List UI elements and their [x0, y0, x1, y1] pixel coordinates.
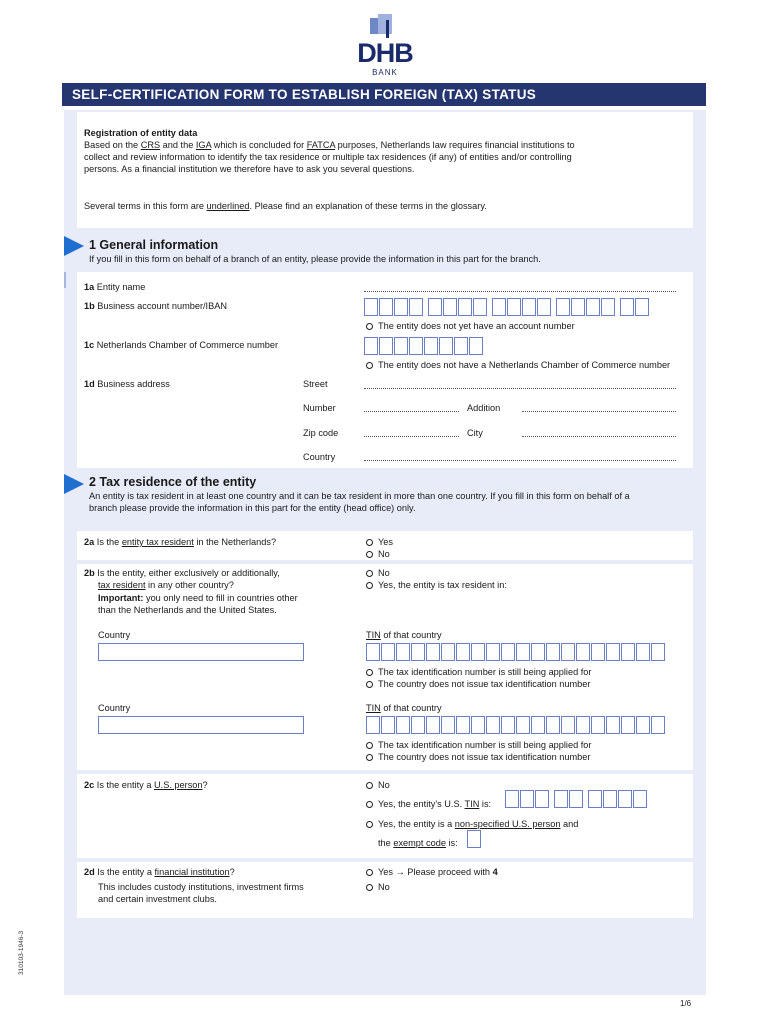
radio-icon: [366, 801, 373, 808]
section-1-note: If you fill in this form on behalf of a branch of an entity, please provide the information in this part for the branch.: [89, 254, 541, 264]
tin-1-label: TIN of that country: [366, 630, 442, 640]
country-1-label: Country: [98, 630, 131, 640]
q2d-label: 2d Is the entity a financial institution?: [84, 867, 235, 877]
arrow-right-icon: →: [395, 867, 405, 877]
q2b-yes[interactable]: Yes, the entity is tax resident in:: [366, 579, 507, 591]
zip-label: Zip code: [303, 428, 339, 438]
number-label: Number: [303, 403, 336, 413]
zip-field[interactable]: [364, 436, 459, 437]
q2c-label: 2c Is the entity a U.S. person?: [84, 780, 208, 790]
left-accent: [64, 272, 66, 288]
radio-icon: [366, 582, 373, 589]
city-label: City: [467, 428, 483, 438]
radio-icon: [366, 539, 373, 546]
q2d-note-1: This includes custody institutions, investment firms: [98, 882, 304, 892]
entity-name-field[interactable]: [364, 291, 676, 292]
radio-icon: [366, 884, 373, 891]
intro-line-3: persons. As a financial institution we therefore have to ask you several questions.: [84, 164, 415, 174]
radio-icon: [366, 869, 373, 876]
intro-line-1: Based on the CRS and the IGA which is concluded for FATCA purposes, Netherlands law requires financial institutions to: [84, 140, 575, 150]
section-2-note-1: An entity is tax resident in at least one country and it can be tax resident in more than one country. If you fill in this form on behalf of a: [89, 491, 630, 501]
q1c-label: 1c Netherlands Chamber of Commerce number: [84, 340, 279, 350]
radio-icon: [366, 681, 373, 688]
tin-1-none[interactable]: The country does not issue tax identification number: [366, 678, 590, 690]
intro-line-2: collect and review information to identify the tax residence or multiple tax residences (if any) of entities and/or controlling: [84, 152, 572, 162]
tin-2-field[interactable]: [366, 716, 670, 734]
radio-icon: [366, 570, 373, 577]
exempt-code-field[interactable]: [467, 830, 481, 848]
page-number: 1/6: [680, 999, 692, 1008]
street-label: Street: [303, 379, 328, 389]
q1d-label: 1d Business address: [84, 379, 170, 389]
q2d-no[interactable]: No: [366, 881, 390, 893]
section-2-note-2: branch please provide the information in this part for the entity (head office) only.: [89, 503, 416, 513]
tin-1-field[interactable]: [366, 643, 670, 661]
radio-icon: [366, 754, 373, 761]
dhb-logo: [340, 14, 430, 78]
intro-terms: Several terms in this form are underlined. Please find an explanation of these terms in the glossary.: [84, 201, 487, 211]
tin-2-none[interactable]: The country does not issue tax identification number: [366, 751, 590, 763]
number-field[interactable]: [364, 411, 459, 412]
tin-2-label: TIN of that country: [366, 703, 442, 713]
street-field[interactable]: [364, 388, 676, 389]
q1a-label: 1a Entity name: [84, 282, 146, 292]
radio-icon: [366, 323, 373, 330]
country-field[interactable]: [364, 460, 676, 461]
tin-1-applied[interactable]: The tax identification number is still being applied for: [366, 666, 591, 678]
radio-icon: [366, 782, 373, 789]
logo-sub: BANK: [372, 68, 398, 77]
radio-icon: [366, 551, 373, 558]
section-2-title: 2 Tax residence of the entity: [89, 475, 257, 489]
q2b-label-4: than the Netherlands and the United States.: [98, 605, 277, 615]
q2a-yes[interactable]: Yes: [366, 536, 393, 548]
q2b-label-1: 2b Is the entity, either exclusively or additionally,: [84, 568, 280, 578]
city-field[interactable]: [522, 436, 676, 437]
radio-icon: [366, 821, 373, 828]
q2c-exempt-label: the exempt code is:: [378, 838, 458, 848]
radio-icon: [366, 669, 373, 676]
form-code: 310103-1946-3: [18, 930, 25, 975]
country-2-input[interactable]: [98, 716, 304, 734]
country-2-label: Country: [98, 703, 131, 713]
q2a-label: 2a Is the entity tax resident in the Netherlands?: [84, 537, 277, 547]
q2b-label-2: tax resident in any other country?: [98, 580, 234, 590]
section-1-title: 1 General information: [89, 238, 219, 252]
q1b-option[interactable]: The entity does not yet have an account number: [366, 320, 575, 332]
country-1-input[interactable]: [98, 643, 304, 661]
q2d-note-2: and certain investment clubs.: [98, 894, 217, 904]
q2b-no[interactable]: No: [366, 567, 390, 579]
us-tin-field[interactable]: [505, 790, 652, 808]
country-label: Country: [303, 452, 336, 462]
iban-field[interactable]: [364, 298, 654, 316]
q2d-yes[interactable]: Yes → Please proceed with 4: [366, 866, 498, 878]
q2c-no[interactable]: No: [366, 779, 390, 791]
q2a-no[interactable]: No: [366, 548, 390, 560]
section-arrow-icon: [64, 474, 84, 494]
kvk-field[interactable]: [364, 337, 488, 355]
tin-2-applied[interactable]: The tax identification number is still being applied for: [366, 739, 591, 751]
q1b-label: 1b Business account number/IBAN: [84, 301, 227, 311]
addition-field[interactable]: [522, 411, 676, 412]
q2c-yes-tin[interactable]: Yes, the entity's U.S. TIN is:: [366, 798, 491, 810]
q1c-option[interactable]: The entity does not have a Netherlands Chamber of Commerce number: [366, 359, 670, 371]
form-title: SELF-CERTIFICATION FORM TO ESTABLISH FOREIGN (TAX) STATUS: [62, 83, 706, 106]
addition-label: Addition: [467, 403, 501, 413]
q2c-non-specified[interactable]: Yes, the entity is a non-specified U.S. person and: [366, 818, 578, 830]
q2b-important: Important: you only need to fill in countries other: [98, 593, 298, 603]
logo-name: DHB: [357, 38, 413, 68]
radio-icon: [366, 362, 373, 369]
intro-heading: Registration of entity data: [84, 128, 198, 138]
radio-icon: [366, 742, 373, 749]
section-arrow-icon: [64, 236, 84, 256]
